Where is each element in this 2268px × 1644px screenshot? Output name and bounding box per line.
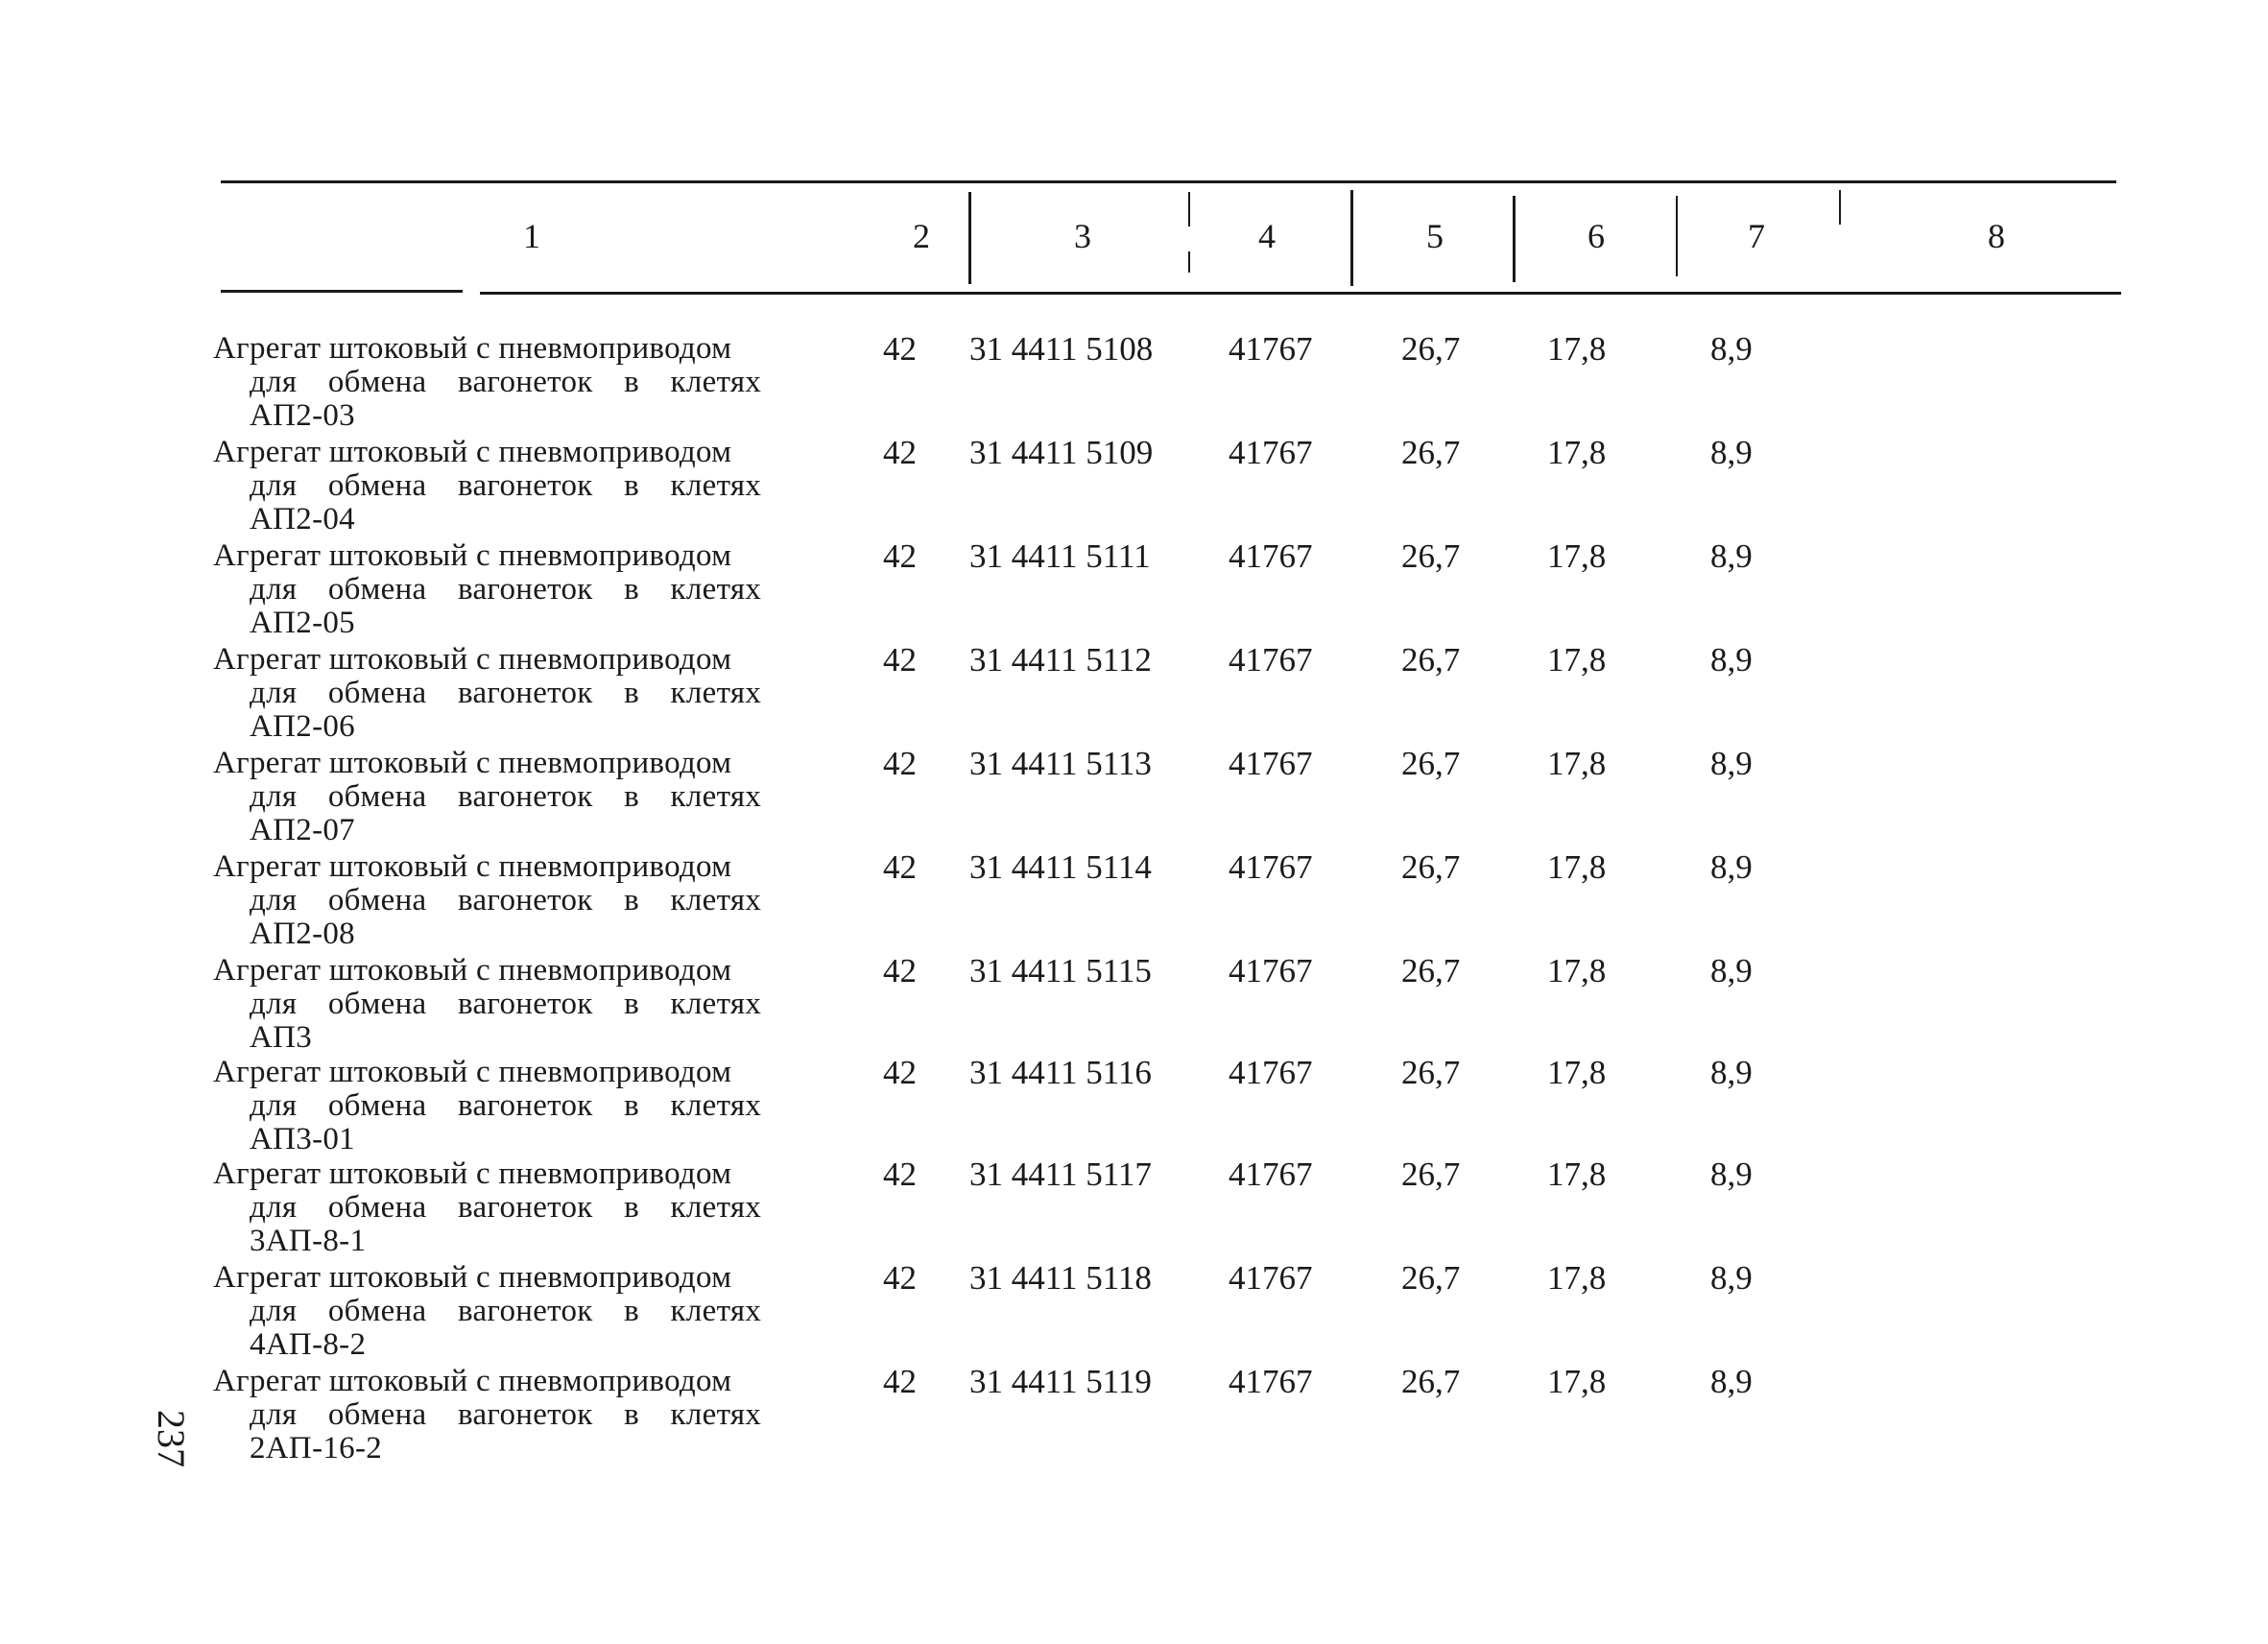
item-name-line-1: Агрегат штоковый с пневмоприводом bbox=[213, 849, 732, 884]
cell-col-5: 26,7 bbox=[1401, 537, 1461, 575]
item-name-line-2: для обмена вагонеток в клетях bbox=[250, 365, 762, 399]
cell-col-2: 42 bbox=[883, 434, 917, 471]
item-name-line-2: для обмена вагонеток в клетях bbox=[250, 572, 762, 607]
page-number: 237 bbox=[150, 1410, 193, 1467]
item-name bbox=[213, 1157, 837, 1258]
cell-col-4: 41767 bbox=[1229, 848, 1313, 886]
table-row bbox=[0, 643, 2268, 747]
cell-col-3: 31 4411 5111 bbox=[969, 537, 1151, 575]
header-divider-4-5 bbox=[1350, 190, 1353, 286]
cell-col-7: 8,9 bbox=[1710, 1259, 1753, 1297]
table-row bbox=[0, 850, 2268, 954]
header-bottom-rule-right bbox=[480, 292, 2121, 295]
cell-col-7: 8,9 bbox=[1710, 745, 1753, 782]
item-name-line-3: АП2-04 bbox=[250, 502, 355, 536]
item-name-line-1: Агрегат штоковый с пневмоприводом bbox=[213, 1055, 732, 1089]
cell-col-2: 42 bbox=[883, 1363, 917, 1400]
item-name bbox=[213, 1056, 837, 1156]
cell-col-6: 17,8 bbox=[1547, 1259, 1607, 1297]
item-name-line-3: 3АП-8-1 bbox=[250, 1224, 367, 1258]
column-number-1: 1 bbox=[523, 217, 540, 255]
cell-col-6: 17,8 bbox=[1547, 537, 1607, 575]
cell-col-6: 17,8 bbox=[1547, 745, 1607, 782]
item-name-line-3: АП2-07 bbox=[250, 813, 355, 847]
header-divider-5-6 bbox=[1513, 196, 1516, 282]
item-name bbox=[213, 954, 837, 1055]
cell-col-7: 8,9 bbox=[1710, 1156, 1753, 1193]
cell-col-3: 31 4411 5109 bbox=[969, 434, 1154, 471]
item-name-line-2: для обмена вагонеток в клетях bbox=[250, 883, 762, 917]
cell-col-3: 31 4411 5119 bbox=[969, 1363, 1152, 1400]
item-name-line-1: Агрегат штоковый с пневмоприводом bbox=[213, 953, 732, 988]
cell-col-2: 42 bbox=[883, 1054, 917, 1091]
cell-col-7: 8,9 bbox=[1710, 537, 1753, 575]
item-name bbox=[213, 539, 837, 640]
item-name bbox=[213, 747, 837, 847]
item-name bbox=[213, 332, 837, 433]
cell-col-6: 17,8 bbox=[1547, 434, 1607, 471]
cell-col-6: 17,8 bbox=[1547, 952, 1607, 989]
cell-col-3: 31 4411 5115 bbox=[969, 952, 1152, 989]
cell-col-3: 31 4411 5116 bbox=[969, 1054, 1152, 1091]
cell-col-4: 41767 bbox=[1229, 641, 1313, 679]
cell-col-2: 42 bbox=[883, 848, 917, 886]
cell-col-4: 41767 bbox=[1229, 1259, 1313, 1297]
column-number-7: 7 bbox=[1748, 217, 1765, 255]
item-name bbox=[213, 1365, 837, 1465]
table-row bbox=[0, 747, 2268, 850]
item-name-line-3: АП2-05 bbox=[250, 606, 355, 640]
table-row bbox=[0, 332, 2268, 436]
cell-col-6: 17,8 bbox=[1547, 330, 1607, 368]
cell-col-6: 17,8 bbox=[1547, 1156, 1607, 1193]
cell-col-5: 26,7 bbox=[1401, 1259, 1461, 1297]
cell-col-4: 41767 bbox=[1229, 952, 1313, 989]
cell-col-3: 31 4411 5112 bbox=[969, 641, 1152, 679]
item-name-line-3: АП2-08 bbox=[250, 917, 355, 951]
cell-col-7: 8,9 bbox=[1710, 952, 1753, 989]
cell-col-2: 42 bbox=[883, 537, 917, 575]
cell-col-3: 31 4411 5118 bbox=[969, 1259, 1152, 1297]
item-name-line-3: 2АП-16-2 bbox=[250, 1431, 383, 1465]
table-row bbox=[0, 539, 2268, 643]
table-row bbox=[0, 1056, 2268, 1159]
header-divider-6-7 bbox=[1676, 196, 1678, 276]
cell-col-7: 8,9 bbox=[1710, 641, 1753, 679]
header-divider-2-3 bbox=[968, 192, 971, 284]
table-row bbox=[0, 1157, 2268, 1261]
item-name-line-2: для обмена вагонеток в клетях bbox=[250, 1397, 762, 1432]
item-name-line-3: АП3 bbox=[250, 1020, 313, 1055]
item-name-line-3: АП2-03 bbox=[250, 398, 355, 433]
item-name-line-2: для обмена вагонеток в клетях bbox=[250, 1190, 762, 1225]
item-name-line-1: Агрегат штоковый с пневмоприводом bbox=[213, 538, 732, 573]
cell-col-3: 31 4411 5113 bbox=[969, 745, 1152, 782]
item-name-line-1: Агрегат штоковый с пневмоприводом bbox=[213, 642, 732, 677]
cell-col-5: 26,7 bbox=[1401, 434, 1461, 471]
cell-col-5: 26,7 bbox=[1401, 952, 1461, 989]
column-number-2: 2 bbox=[913, 217, 930, 255]
cell-col-4: 41767 bbox=[1229, 1156, 1313, 1193]
table-top-rule bbox=[221, 180, 2116, 183]
cell-col-2: 42 bbox=[883, 641, 917, 679]
item-name-line-1: Агрегат штоковый с пневмоприводом bbox=[213, 1156, 732, 1191]
cell-col-6: 17,8 bbox=[1547, 1363, 1607, 1400]
cell-col-2: 42 bbox=[883, 745, 917, 782]
cell-col-5: 26,7 bbox=[1401, 641, 1461, 679]
item-name bbox=[213, 643, 837, 744]
column-number-8: 8 bbox=[1988, 217, 2005, 255]
cell-col-7: 8,9 bbox=[1710, 434, 1753, 471]
header-divider-3-4a bbox=[1188, 192, 1190, 226]
cell-col-2: 42 bbox=[883, 1259, 917, 1297]
table-row bbox=[0, 436, 2268, 539]
header-bottom-rule-left bbox=[221, 290, 463, 293]
cell-col-5: 26,7 bbox=[1401, 1054, 1461, 1091]
item-name bbox=[213, 436, 837, 536]
column-number-5: 5 bbox=[1426, 217, 1444, 255]
table-row bbox=[0, 1261, 2268, 1365]
item-name bbox=[213, 850, 837, 951]
cell-col-6: 17,8 bbox=[1547, 848, 1607, 886]
cell-col-4: 41767 bbox=[1229, 1054, 1313, 1091]
item-name-line-1: Агрегат штоковый с пневмоприводом bbox=[213, 435, 732, 469]
cell-col-5: 26,7 bbox=[1401, 745, 1461, 782]
item-name-line-2: для обмена вагонеток в клетях bbox=[250, 676, 762, 710]
table-row bbox=[0, 1365, 2268, 1468]
cell-col-4: 41767 bbox=[1229, 330, 1313, 368]
column-number-3: 3 bbox=[1074, 217, 1091, 255]
header-divider-7-8 bbox=[1839, 190, 1841, 225]
item-name-line-2: для обмена вагонеток в клетях bbox=[250, 1088, 762, 1123]
cell-col-5: 26,7 bbox=[1401, 1363, 1461, 1400]
item-name-line-1: Агрегат штоковый с пневмоприводом bbox=[213, 331, 732, 366]
item-name-line-3: АП2-06 bbox=[250, 709, 355, 744]
item-name-line-2: для обмена вагонеток в клетях bbox=[250, 1294, 762, 1328]
cell-col-5: 26,7 bbox=[1401, 848, 1461, 886]
item-name-line-3: АП3-01 bbox=[250, 1122, 355, 1156]
cell-col-7: 8,9 bbox=[1710, 1363, 1753, 1400]
cell-col-6: 17,8 bbox=[1547, 641, 1607, 679]
header-divider-3-4b bbox=[1188, 251, 1190, 273]
table-row bbox=[0, 954, 2268, 1058]
cell-col-7: 8,9 bbox=[1710, 1054, 1753, 1091]
item-name-line-3: 4АП-8-2 bbox=[250, 1327, 367, 1362]
cell-col-3: 31 4411 5108 bbox=[969, 330, 1154, 368]
cell-col-4: 41767 bbox=[1229, 434, 1313, 471]
column-number-6: 6 bbox=[1588, 217, 1605, 255]
cell-col-2: 42 bbox=[883, 952, 917, 989]
cell-col-7: 8,9 bbox=[1710, 330, 1753, 368]
item-name-line-1: Агрегат штоковый с пневмоприводом bbox=[213, 746, 732, 780]
item-name-line-2: для обмена вагонеток в клетях bbox=[250, 779, 762, 814]
cell-col-3: 31 4411 5114 bbox=[969, 848, 1152, 886]
column-number-4: 4 bbox=[1258, 217, 1276, 255]
item-name-line-1: Агрегат штоковый с пневмоприводом bbox=[213, 1364, 732, 1398]
cell-col-4: 41767 bbox=[1229, 1363, 1313, 1400]
cell-col-7: 8,9 bbox=[1710, 848, 1753, 886]
item-name-line-1: Агрегат штоковый с пневмоприводом bbox=[213, 1260, 732, 1295]
cell-col-2: 42 bbox=[883, 1156, 917, 1193]
cell-col-6: 17,8 bbox=[1547, 1054, 1607, 1091]
cell-col-4: 41767 bbox=[1229, 537, 1313, 575]
cell-col-5: 26,7 bbox=[1401, 330, 1461, 368]
cell-col-4: 41767 bbox=[1229, 745, 1313, 782]
item-name-line-2: для обмена вагонеток в клетях bbox=[250, 987, 762, 1021]
item-name bbox=[213, 1261, 837, 1362]
item-name-line-2: для обмена вагонеток в клетях bbox=[250, 468, 762, 503]
cell-col-5: 26,7 bbox=[1401, 1156, 1461, 1193]
cell-col-3: 31 4411 5117 bbox=[969, 1156, 1152, 1193]
cell-col-2: 42 bbox=[883, 330, 917, 368]
